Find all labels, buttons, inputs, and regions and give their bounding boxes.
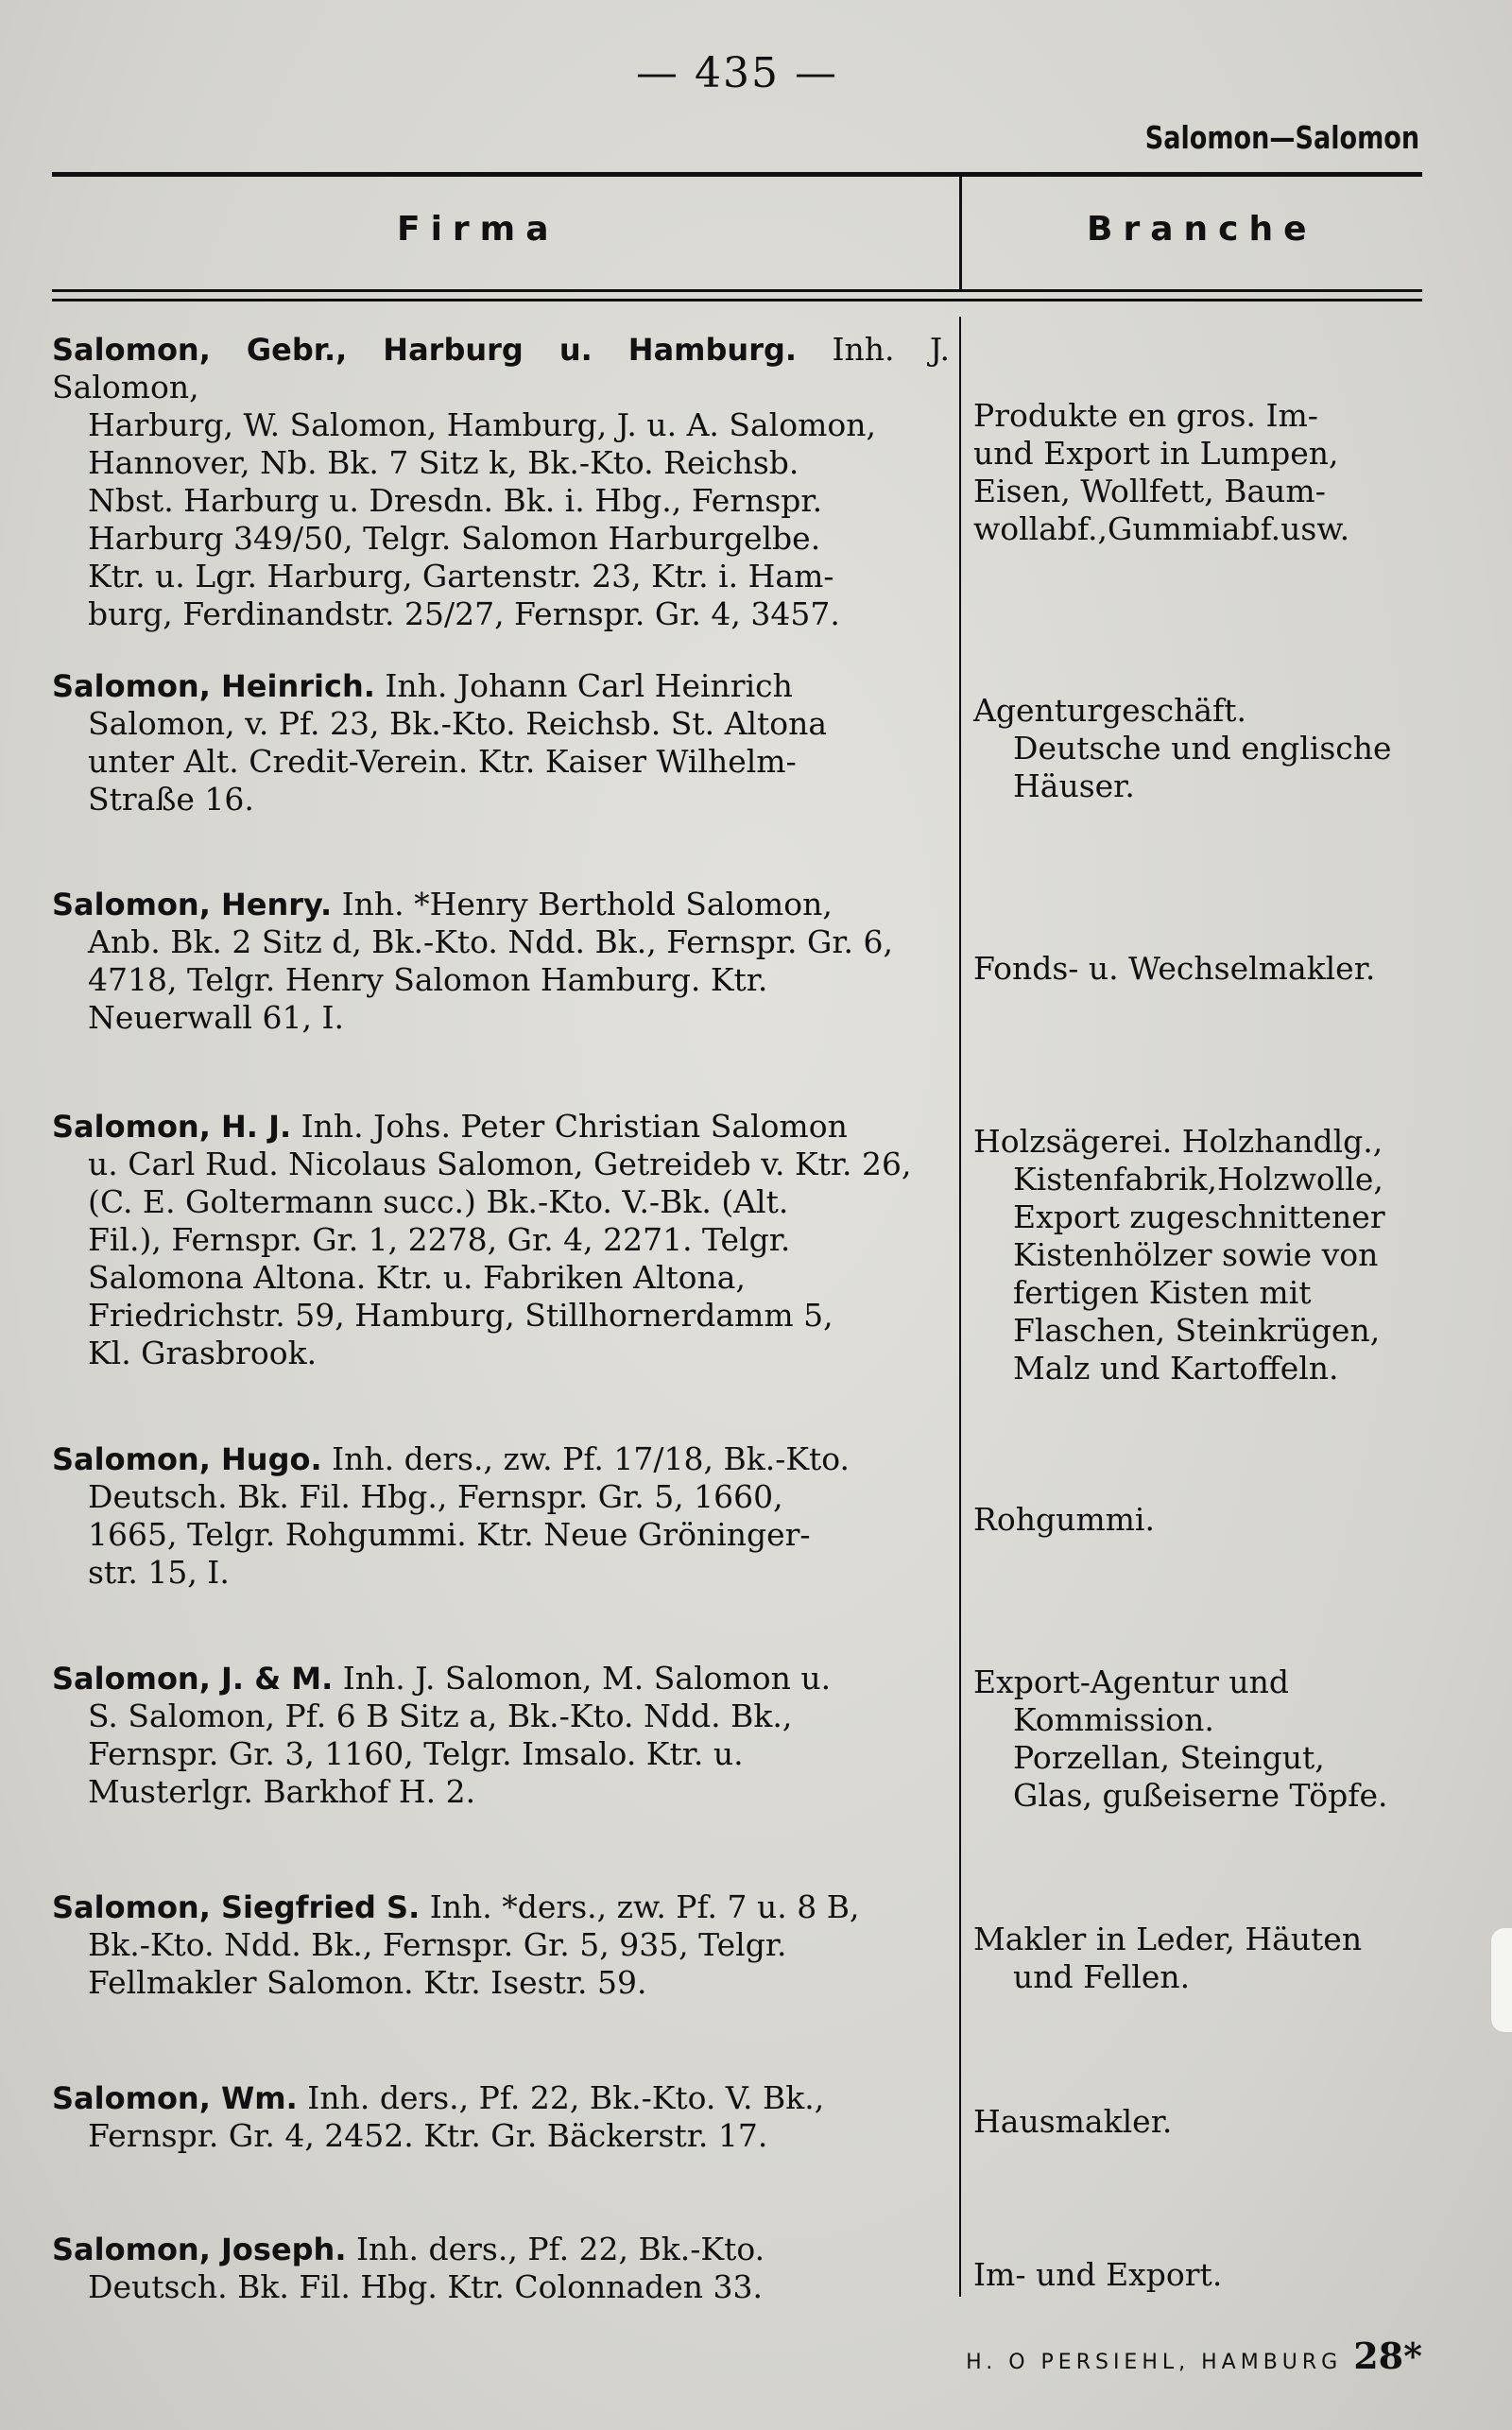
top-rule <box>52 172 1422 177</box>
branche-entry: Hausmakler. <box>973 2103 1173 2140</box>
branche-entry: Export-Agentur und Kommission. Porzellan, Steingut, Glas, gußeiserne Töpfe. <box>973 1663 1388 1814</box>
firm-name: Salomon, Siegfried S. <box>52 1889 421 1925</box>
page-edge-tab <box>1491 1928 1512 2032</box>
column-header-firma: Firma <box>397 210 559 249</box>
branche-entry: Makler in Leder, Häuten und Fellen. <box>973 1921 1363 1995</box>
firm-name: Salomon, J. & M. <box>52 1661 334 1697</box>
branche-entry: Fonds- u. Wechselmakler. <box>973 950 1376 987</box>
branche-entry: Rohgummi. <box>973 1501 1155 1538</box>
printer-name: H. O PERSIEHL, HAMBURG <box>966 2351 1343 2374</box>
directory-entry: Salomon, Henry. Inh. *Henry Berthold Salomon, Anb. Bk. 2 Sitz d, Bk.-Kto. Ndd. Bk., Fernspr. Gr. 6, 4718, Telgr. Henry Salomon Hamburg. Ktr. Neuerwall 61, I. <box>52 886 894 1036</box>
sheet-signature: 28* <box>1353 2335 1422 2377</box>
directory-entry: Salomon, J. & M. Inh. J. Salomon, M. Salomon u. S. Salomon, Pf. 6 B Sitz a, Bk.-Kto. Ndd. Bk., Fernspr. Gr. 3, 1160, Telgr. Imsalo. Ktr. u. Musterlgr. Barkhof H. 2. <box>52 1660 832 1810</box>
firm-name: Salomon, Gebr., Harburg u. Hamburg. <box>52 332 798 368</box>
branche-entry: Holzsägerei. Holzhandlg., Kistenfabrik,Holzwolle, Export zugeschnittener Kistenhölzer sowie von fertigen Kisten mit Flaschen, Steinkrügen, Malz und Kartoffeln. <box>973 1123 1385 1387</box>
directory-entry: Salomon, H. J. Inh. Johs. Peter Christian Salomon u. Carl Rud. Nicolaus Salomon, Getreideb v. Ktr. 26, (C. E. Goltermann succ.) Bk.-Kto. V.-Bk. (Alt. Fil.), Fernspr. Gr. 1, 2278, Gr. 4, 2271. Telgr. Salomona Altona. Ktr. u. Fabriken Altona, Friedrichstr. 59, Hamburg, Stillhornerdamm 5, Kl. Grasbrook. <box>52 1108 912 1371</box>
directory-entry: Salomon, Hugo. Inh. ders., zw. Pf. 17/18, Bk.-Kto. Deutsch. Bk. Fil. Hbg., Fernspr. Gr. 5, 1660, 1665, Telgr. Rohgummi. Ktr. Neue Gröninger- str. 15, I. <box>52 1440 850 1591</box>
firm-name: Salomon, Henry. <box>52 887 333 922</box>
page-number: — 435 — <box>636 49 838 97</box>
header-rule-2 <box>52 299 1422 302</box>
directory-entry: Salomon, Heinrich. Inh. Johann Carl Heinrich Salomon, v. Pf. 23, Bk.-Kto. Reichsb. St. Altona unter Alt. Credit-Verein. Ktr. Kaiser Wilhelm- Straße 16. <box>52 667 828 818</box>
branche-entry: Produkte en gros. Im- und Export in Lumpen, Eisen, Wollfett, Baum- wollabf.,Gummiabf.usw. <box>973 397 1350 547</box>
directory-entry: Salomon, Wm. Inh. ders., Pf. 22, Bk.-Kto. V. Bk., Fernspr. Gr. 4, 2452. Ktr. Gr. Bäckerstr. 17. <box>52 2079 825 2154</box>
directory-entry: Salomon, Joseph. Inh. ders., Pf. 22, Bk.-Kto. Deutsch. Bk. Fil. Hbg. Ktr. Colonnaden 33. <box>52 2231 765 2305</box>
branche-entry: Im- und Export. <box>973 2256 1223 2293</box>
header-rule-1 <box>52 289 1422 292</box>
running-head: Salomon—Salomon <box>1144 119 1419 156</box>
firm-name: Salomon, Heinrich. <box>52 668 375 704</box>
column-divider-head <box>959 177 962 290</box>
directory-entry: Salomon, Siegfried S. Inh. *ders., zw. Pf. 7 u. 8 B, Bk.-Kto. Ndd. Bk., Fernspr. Gr. 5, 935, Telgr. Fellmakler Salomon. Ktr. Isestr. 59. <box>52 1888 860 2001</box>
firm-name: Salomon, Hugo. <box>52 1441 322 1477</box>
firm-name: Salomon, Wm. <box>52 2080 298 2116</box>
firm-name: Salomon, H. J. <box>52 1109 292 1145</box>
directory-entry: Salomon, Gebr., Harburg u. Hamburg. Inh. J. Salomon, Harburg, W. Salomon, Hamburg, J. u. A. Salomon, Hannover, Nb. Bk. 7 Sitz k, Bk.-Kto. Reichsb. Nbst. Harburg u. Dresdn. Bk. i. Hbg., Fernspr. Harburg 349/50, Telgr. Salomon Harburgelbe. Ktr. u. Lgr. Harburg, Gartenstr. 23, Ktr. i. Ham- burg, Ferdinandstr. 25/27, Fernspr. Gr. 4, 3457. <box>52 331 950 632</box>
column-divider-body <box>959 317 961 2297</box>
printer-imprint <box>966 2335 1422 2377</box>
column-header-branche: Branche <box>1087 210 1317 249</box>
firm-name: Salomon, Joseph. <box>52 2232 347 2267</box>
branche-entry: Agenturgeschäft. Deutsche und englische Häuser. <box>973 692 1392 804</box>
